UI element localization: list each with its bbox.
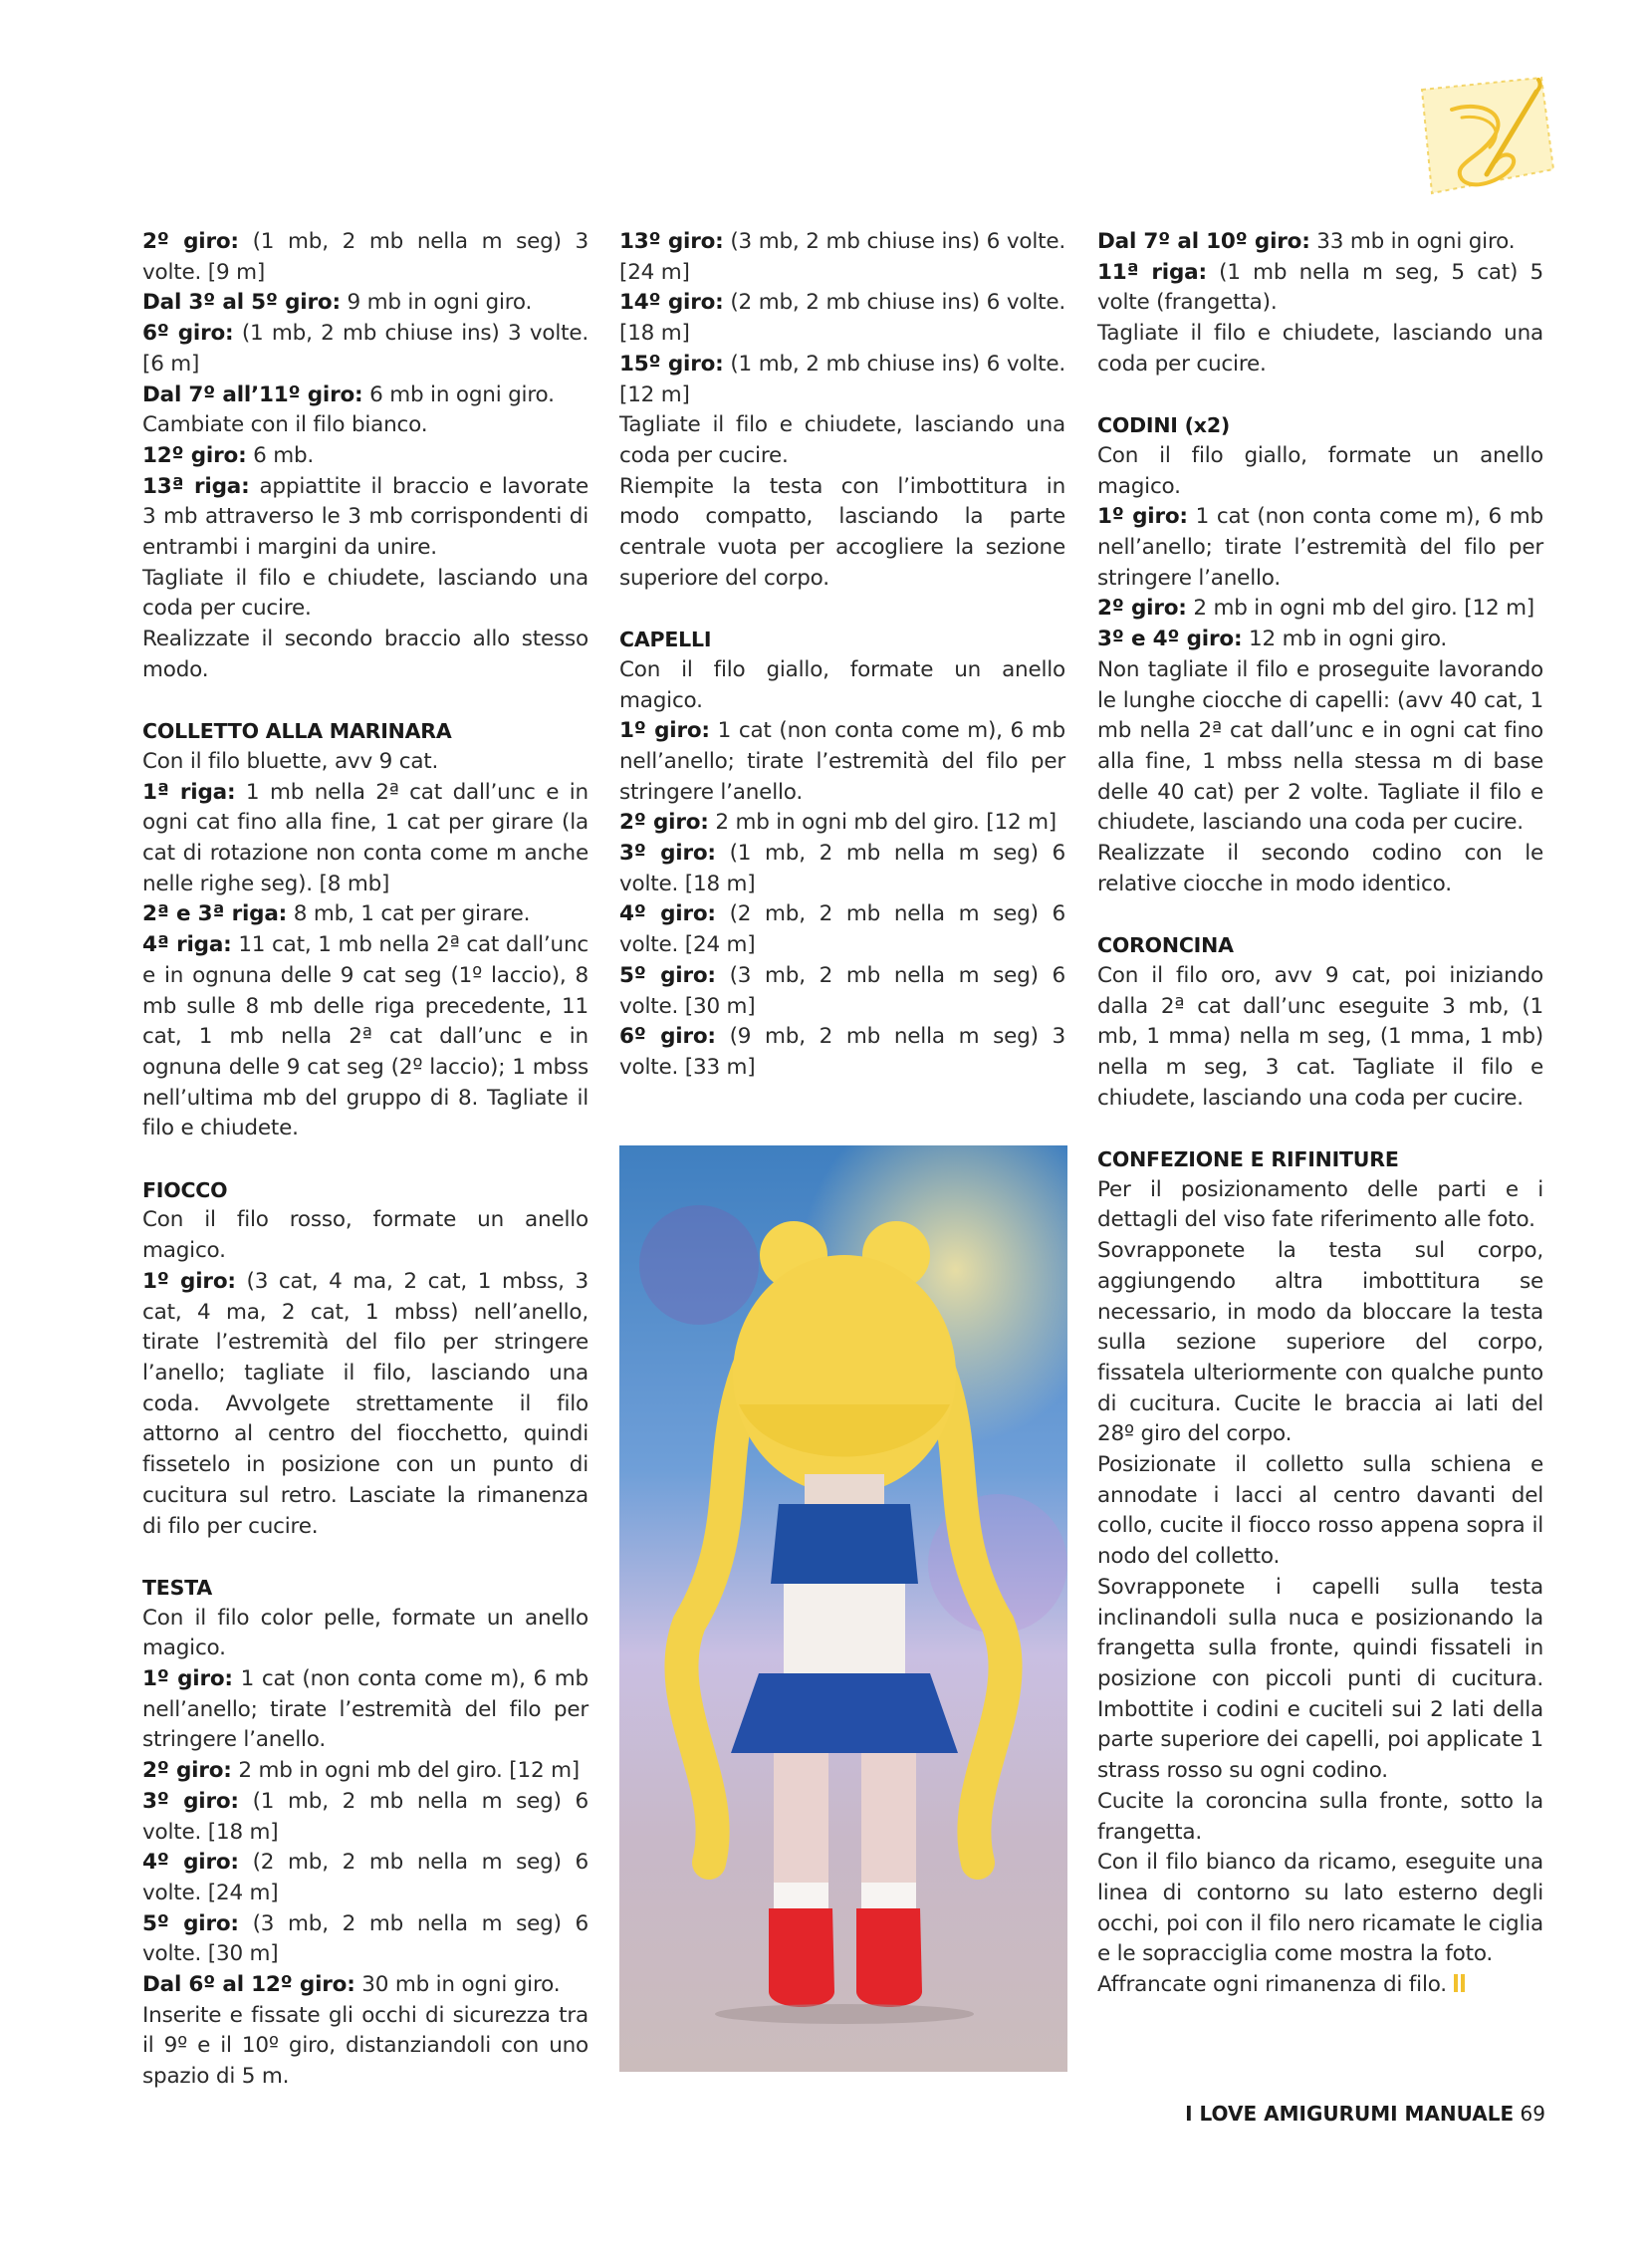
instruction-paragraph	[142, 1909, 588, 1970]
step-text: Tagliate il filo e chiudete, lasciando una coda per cucire.	[1097, 321, 1543, 377]
step-text: Con il filo giallo, formate un anello magico.	[1097, 442, 1543, 499]
step-label: 2º giro:	[142, 1758, 232, 1784]
paragraph-spacer	[1097, 380, 1543, 411]
step-label: 1º giro:	[142, 1268, 236, 1294]
instruction-paragraph	[619, 472, 1065, 595]
step-text: Riempite la testa con l’imbottitura in modo compatto, lasciando la parte centrale vuota per accogliere la sezione superiore del corpo.	[619, 473, 1065, 591]
section-heading: CONFEZIONE E RIFINITURE	[1097, 1147, 1399, 1172]
step-text: (1 mb nella m seg, 5 cat) 5 volte (frangetta).	[1097, 259, 1543, 316]
step-label: 4ª riga:	[142, 932, 232, 958]
instruction-paragraph	[142, 1664, 588, 1756]
step-text: (3 mb, 2 mb chiuse ins) 6 volte. [24 m]	[619, 229, 1065, 285]
step-label: 1º giro:	[142, 1666, 233, 1691]
paragraph-spacer	[142, 686, 588, 717]
instruction-paragraph	[1097, 1848, 1543, 1970]
instruction-paragraph	[142, 1756, 588, 1787]
paragraph-spacer	[619, 594, 1065, 625]
step-label: 12º giro:	[142, 442, 247, 468]
paragraph-spacer	[142, 1144, 588, 1175]
step-text: Non tagliate il filo e proseguite lavorando le lunghe ciocche di capelli: (avv 40 cat, 1 mb nella 2ª cat dall’unc e in ogni cat fino alla fine, 1 mbss nella stessa m di base delle 40 cat) per 2 volte. Tagliate il filo e chiudete, lasciando una coda per cucire.	[1097, 656, 1543, 836]
step-text: 2 mb in ogni mb del giro. [12 m]	[1186, 596, 1534, 622]
instruction-paragraph	[619, 716, 1065, 808]
step-label: 2º giro:	[1097, 596, 1187, 622]
step-label: 2º giro:	[142, 229, 239, 254]
step-text: Sovrapponete la testa sul corpo, aggiungendo altra imbottitura se necessario, in modo da bloccare la testa sulla sezione superiore del corpo, fissatela ulteriormente con qualche punto di cucitura. Cucite le braccia ai lati del 28º giro del corpo.	[1097, 1238, 1543, 1447]
instruction-paragraph	[1097, 1787, 1543, 1848]
section-heading: FIOCCO	[142, 1177, 228, 1202]
text-column-3	[1097, 227, 1543, 2001]
instruction-paragraph	[142, 1205, 588, 1266]
instruction-paragraph	[1097, 1573, 1543, 1787]
instruction-paragraph	[142, 899, 588, 930]
step-text: 2 mb in ogni mb del giro. [12 m]	[231, 1758, 580, 1784]
instruction-paragraph	[1097, 441, 1543, 502]
instruction-paragraph	[1097, 594, 1543, 625]
instruction-paragraph	[1097, 502, 1543, 594]
page-footer	[1185, 2102, 1545, 2126]
step-text: 2 mb in ogni mb del giro. [12 m]	[708, 810, 1057, 836]
instruction-paragraph	[1097, 227, 1543, 258]
instruction-paragraph	[619, 839, 1065, 899]
section-heading: CORONCINA	[1097, 933, 1234, 958]
instruction-paragraph	[142, 1848, 588, 1908]
paragraph-spacer	[1097, 899, 1543, 930]
step-text: Realizzate il secondo codino con le relative ciocche in modo identico.	[1097, 841, 1543, 896]
instruction-paragraph	[1097, 839, 1543, 899]
instruction-paragraph	[142, 625, 588, 685]
instruction-paragraph	[1097, 625, 1543, 655]
instruction-paragraph	[1097, 258, 1543, 319]
step-label: 3º giro:	[142, 1788, 239, 1814]
text-column-1	[142, 227, 588, 2093]
step-text: 6 mb in ogni giro.	[362, 381, 555, 407]
step-label: 6º giro:	[142, 321, 234, 347]
step-text: 8 mb, 1 cat per girare.	[287, 901, 531, 927]
step-label: 2ª e 3ª riga:	[142, 901, 288, 927]
instruction-paragraph	[142, 778, 588, 900]
section-heading: CODINI (x2)	[1097, 413, 1231, 438]
step-label: 1º giro:	[619, 718, 710, 744]
section-heading: TESTA	[142, 1575, 213, 1600]
step-label: 13º giro:	[619, 229, 724, 254]
step-text: Con il filo giallo, formate un anello magico.	[619, 656, 1065, 713]
instruction-paragraph	[1097, 961, 1543, 1115]
step-text: Posizionate il colletto sulla schiena e annodate i lacci al centro davanti del collo, cucite il fiocco rosso appena sopra il nodo del colletto.	[1097, 1452, 1543, 1570]
instruction-paragraph	[1097, 1175, 1543, 1236]
step-label: 3º e 4º giro:	[1097, 627, 1243, 652]
step-text: 33 mb in ogni giro.	[1309, 229, 1516, 254]
instruction-paragraph	[142, 410, 588, 441]
step-label: 15º giro:	[619, 351, 724, 377]
step-text: Con il filo oro, avv 9 cat, poi iniziando dalla 2ª cat dall’unc eseguite 3 mb, (1 mb, 1 mma) nella m seg, (1 mma, 1 mb) nella m seg, 3 cat. Tagliate il filo e chiudete, lasciando una coda per cucire.	[1097, 962, 1543, 1111]
step-label: Dal 3º al 5º giro:	[142, 290, 341, 316]
step-text: (1 mb, 2 mb nella m seg) 6 volte. [18 m]	[619, 841, 1065, 896]
instruction-paragraph	[619, 350, 1065, 410]
instruction-paragraph	[142, 930, 588, 1144]
step-label: 4º giro:	[142, 1850, 239, 1876]
instruction-paragraph	[619, 410, 1065, 471]
step-label: 4º giro:	[619, 901, 716, 927]
instruction-paragraph	[142, 1604, 588, 1664]
step-text: (2 mb, 2 mb nella m seg) 6 volte. [24 m]	[142, 1850, 588, 1905]
instruction-paragraph	[619, 961, 1065, 1022]
instruction-paragraph	[1097, 655, 1543, 839]
step-text: Tagliate il filo e chiudete, lasciando una coda per cucire.	[619, 412, 1065, 468]
paragraph-spacer	[142, 1542, 588, 1573]
instruction-paragraph	[142, 227, 588, 288]
step-text: Con il filo bluette, avv 9 cat.	[142, 748, 439, 774]
step-label: 6º giro:	[619, 1024, 716, 1050]
step-text: Tagliate il filo e chiudete, lasciando una coda per cucire.	[142, 565, 588, 622]
instruction-paragraph	[142, 747, 588, 778]
instruction-paragraph	[142, 472, 588, 564]
instruction-paragraph	[142, 1267, 588, 1542]
instruction-paragraph	[1097, 1236, 1543, 1450]
instruction-paragraph	[142, 319, 588, 379]
step-text: Realizzate il secondo braccio allo stesso modo.	[142, 627, 588, 682]
step-text: 1 mb nella 2ª cat dall’unc e in ogni cat fino alla fine, 1 cat per girare (la cat di rotazione non conta come m anche nelle righe seg). [8 mb]	[142, 779, 588, 896]
step-text: 12 mb in ogni giro.	[1242, 627, 1448, 652]
step-text: (3 mb, 2 mb nella m seg) 6 volte. [30 m]	[142, 1910, 588, 1967]
instruction-paragraph	[619, 899, 1065, 960]
step-label: 13ª riga:	[142, 473, 250, 499]
step-text: Con il filo rosso, formate un anello magico.	[142, 1207, 588, 1264]
step-text: 30 mb in ogni giro.	[354, 1972, 561, 1998]
step-text: Con il filo bianco da ricamo, eseguite una linea di contorno su lato esterno degli occhi, poi con il filo nero ricamate le ciglia e le sopracciglia come mostra la foto.	[1097, 1850, 1543, 1967]
step-text: (3 cat, 4 ma, 2 cat, 1 mbss, 3 cat, 4 ma, 2 cat, 1 mbss) nell’anello, tirate l’estremità del filo per stringere l’anello; tagliate il filo, lasciando una coda. Avvolgete strettamente il filo attorno al centro del fiocchetto, quindi fissetelo in posizione con un punto di cucitura sul retro. Lasciate la rimanenza di filo per cucire.	[142, 1268, 588, 1539]
instruction-paragraph	[619, 227, 1065, 288]
instruction-paragraph	[619, 655, 1065, 716]
step-text: Cucite la coroncina sulla fronte, sotto la frangetta.	[1097, 1788, 1543, 1845]
section-heading: COLLETTO ALLA MARINARA	[142, 719, 452, 744]
step-text: 6 mb.	[246, 442, 315, 468]
instruction-paragraph	[1097, 319, 1543, 379]
page-number: 69	[1520, 2102, 1545, 2126]
step-text: (1 mb, 2 mb chiuse ins) 3 volte. [6 m]	[142, 321, 589, 377]
step-label: Dal 7º all’11º giro:	[142, 381, 363, 407]
instruction-paragraph	[142, 1970, 588, 2001]
step-text: 1 cat (non conta come m), 6 mb nell’anello; tirate l’estremità del filo per stringere l’anello.	[1097, 504, 1543, 591]
instruction-paragraph	[1097, 1450, 1543, 1573]
section-heading: CAPELLI	[619, 628, 712, 652]
amigurumi-doll-photo	[619, 1145, 1067, 2072]
instruction-paragraph	[619, 1022, 1065, 1083]
step-text: (1 mb, 2 mb nella m seg) 6 volte. [18 m]	[142, 1788, 588, 1845]
step-label: 14º giro:	[619, 290, 724, 316]
instruction-paragraph	[142, 1787, 588, 1848]
step-text: Con il filo color pelle, formate un anello magico.	[142, 1605, 588, 1661]
end-of-article-icon	[1453, 1972, 1467, 1992]
instruction-paragraph	[142, 288, 588, 319]
step-label: Dal 6º al 12º giro:	[142, 1972, 355, 1998]
step-label: 5º giro:	[142, 1910, 239, 1936]
instruction-paragraph	[142, 441, 588, 472]
paragraph-spacer	[1097, 1114, 1543, 1144]
step-text: 11 cat, 1 mb nella 2ª cat dall’unc e in ognuna delle 9 cat seg (1º laccio), 8 mb sulle 8 mb delle riga precedente, 11 cat, 1 mb nella 2ª cat dall’unc e in ognuna delle 9 cat seg (2º laccio); 1 mbss nell’ultima mb del gruppo di 8. Tagliate il filo e chiudete.	[142, 932, 588, 1141]
step-label: 5º giro:	[619, 962, 716, 988]
step-text: appiattite il braccio e lavorate 3 mb attraverso le 3 mb corrispondenti di entrambi i margini da unire.	[142, 473, 589, 561]
step-label: 2º giro:	[619, 810, 709, 836]
step-label: 11ª riga:	[1097, 259, 1207, 285]
text-column-2	[619, 227, 1065, 1084]
step-text: Per il posizionamento delle parti e i dettagli del viso fate riferimento alle foto.	[1097, 1176, 1543, 1233]
step-text: (2 mb, 2 mb nella m seg) 6 volte. [24 m]	[619, 901, 1065, 958]
step-text: (9 mb, 2 mb nella m seg) 3 volte. [33 m]	[619, 1024, 1065, 1080]
step-text: 9 mb in ogni giro.	[340, 290, 533, 316]
step-text: Sovrapponete i capelli sulla testa inclinandoli sulla nuca e posizionando la frangetta sulla fronte, quindi fissateli in posizione con piccoli punti di cucitura. Imbottite i codini e cuciteli sui 2 lati della parte superiore dei capelli, poi applicate 1 strass rosso su ogni codino.	[1097, 1574, 1543, 1784]
step-text: Cambiate con il filo bianco.	[142, 412, 428, 438]
step-label: 1ª riga:	[142, 779, 236, 805]
step-text: 1 cat (non conta come m), 6 mb nell’anello; tirate l’estremità del filo per stringere l’anello.	[619, 718, 1065, 805]
step-text: (3 mb, 2 mb nella m seg) 6 volte. [30 m]	[619, 962, 1065, 1019]
step-text: (1 mb, 2 mb chiuse ins) 6 volte. [12 m]	[619, 351, 1065, 407]
step-label: 3º giro:	[619, 841, 716, 867]
instruction-paragraph	[1097, 1970, 1543, 2001]
magazine-title: I LOVE AMIGURUMI MANUALE	[1185, 2102, 1515, 2126]
step-label: 1º giro:	[1097, 504, 1188, 530]
step-label: Dal 7º al 10º giro:	[1097, 229, 1310, 254]
instruction-paragraph	[142, 564, 588, 625]
step-text: (1 mb, 2 mb nella m seg) 3 volte. [9 m]	[142, 229, 588, 285]
instruction-paragraph	[142, 380, 588, 411]
step-text: Affrancate ogni rimanenza di filo.	[1097, 1972, 1447, 1998]
step-text: (2 mb, 2 mb chiuse ins) 6 volte. [18 m]	[619, 290, 1065, 347]
instruction-paragraph	[619, 288, 1065, 349]
instruction-paragraph	[142, 2001, 588, 2093]
step-text: 1 cat (non conta come m), 6 mb nell’anello; tirate l’estremità del filo per stringere l’anello.	[142, 1666, 588, 1753]
step-text: Inserite e fissate gli occhi di sicurezza tra il 9º e il 10º giro, distanziandoli con uno spazio di 5 m.	[142, 2002, 588, 2090]
magazine-logo-crochet-hook	[1392, 70, 1559, 201]
instruction-paragraph	[619, 808, 1065, 839]
